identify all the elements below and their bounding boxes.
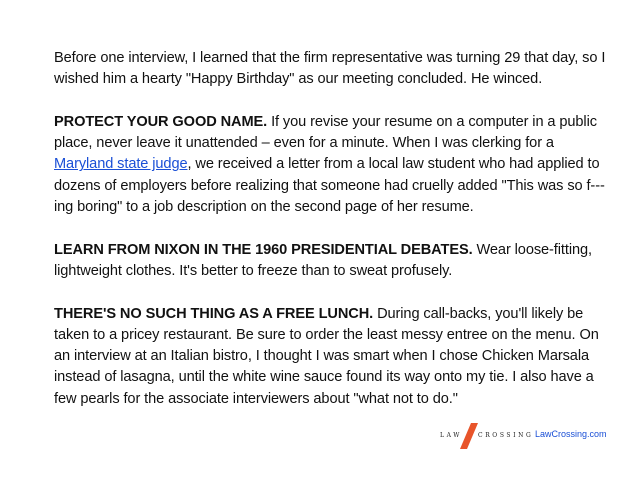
paragraph-text: Wear loose-fitting, lightweight clothes. It's better to freeze than to sweat profusely.: [54, 241, 592, 279]
lawcrossing-site-link[interactable]: LawCrossing.com: [535, 429, 607, 439]
paragraph-text: If you revise your resume on a computer in a public place, never leave it unattended – even for a minute. When I was clerking for a: [54, 113, 597, 152]
paragraph-text: During call-backs, you'll likely be taken to a pricey restaurant. Be sure to order the least messy entree on the menu. On an interview at an Italian bistro, I thought I was smart when I chose Chicken Marsala instead of lasagna, until the white wine sauce found its way onto my tie. I also have a few pearls for the associate interviewers about "what not to do.": [54, 305, 599, 407]
lawcrossing-logo: [440, 422, 532, 450]
paragraph-heading: LEARN FROM NIXON IN THE 1960 PRESIDENTIAL DEBATES.: [54, 241, 473, 258]
paragraph-text: Before one interview, I learned that the firm representative was turning 29 that day, so I wished him a hearty "Happy Birthday" as our meeting concluded. He winced.: [54, 50, 606, 88]
logo-word-law: LAW: [440, 432, 463, 439]
paragraph-free-lunch: [54, 304, 614, 410]
paragraph-nixon: [54, 240, 614, 283]
logo-word-crossing: CROSSING: [478, 432, 534, 439]
paragraph-birthday: [54, 48, 614, 91]
paragraph-text: , we received a letter from a local law student who had applied to dozens of employers before realizing that someone had cruelly added "This was so f---ing boring" to a job description on the second page of her resume.: [54, 156, 605, 216]
paragraph-heading: PROTECT YOUR GOOD NAME.: [54, 113, 268, 130]
paragraph-good-name: [54, 112, 614, 218]
article-body: [54, 48, 614, 410]
maryland-state-judge-link[interactable]: Maryland state judge: [54, 156, 188, 173]
logo-slash-shape: [460, 423, 478, 449]
paragraph-heading: THERE'S NO SUCH THING AS A FREE LUNCH.: [54, 305, 374, 322]
